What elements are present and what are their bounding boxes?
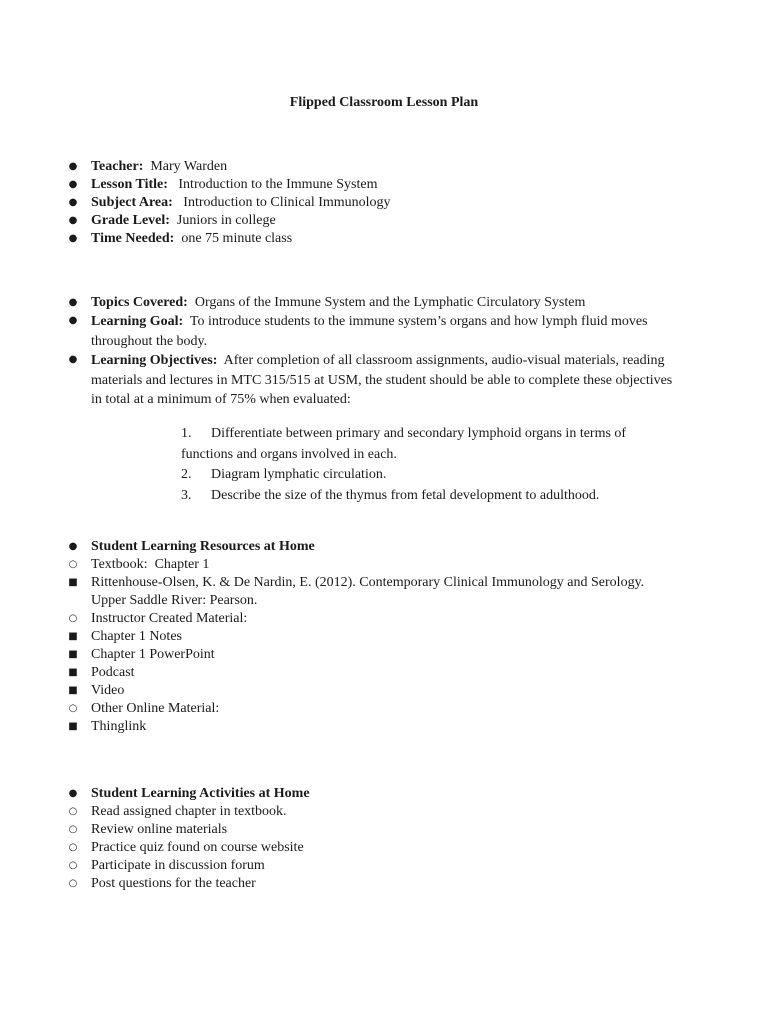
bullet-square-icon: ■ [68,721,78,732]
resource-item [66,610,686,628]
info-value: Introduction to Clinical Immunology [172,195,391,210]
activity-text: Read assigned chapter in textbook. [91,804,287,819]
bullet-square-icon: ■ [68,577,78,588]
resource-item [66,682,686,700]
resource-text: Textbook: Chapter 1 [91,557,210,572]
resource-item [66,646,686,664]
activity-text: Participate in discussion forum [91,858,265,873]
resource-item [66,574,686,610]
bullet-circle-icon: ○ [68,878,78,889]
lesson-info-list [66,158,686,248]
goal-value: Organs of the Immune System and the Lymphatic Circulatory System [187,295,586,310]
bullet-circle-icon: ○ [68,806,78,817]
activity-text: Practice quiz found on course website [91,840,304,855]
bullet-square-icon: ■ [68,667,78,678]
objective-item [181,465,681,486]
info-value: Juniors in college [169,213,276,228]
activity-item [66,803,686,821]
bullet-circle-icon: ○ [68,703,78,714]
objective-text: Differentiate between primary and secondary lymphoid organs in terms of functions and organs involved in each. [181,426,627,462]
bullet-square-icon: ■ [68,649,78,660]
resource-text: Video [91,683,125,698]
resource-text: Thinglink [91,719,147,734]
page-title: Flipped Classroom Lesson Plan [289,95,479,110]
bullet-circle-icon: ○ [68,613,78,624]
activity-text: Post questions for the teacher [91,876,256,891]
bullet-circle-icon: ○ [68,860,78,871]
objective-number: 3. [181,487,192,503]
info-label: Subject Area: [91,195,173,210]
info-value: one 75 minute class [174,231,293,246]
goal-value: To introduce students to the immune system’s organs and how lymph fluid moves throughout the body. [91,314,652,349]
resource-item [66,628,686,646]
resources-list [66,538,686,736]
objective-number: 2. [181,467,192,482]
activities-list [66,785,686,893]
bullet-disc-icon: ● [68,541,78,552]
activities-heading [66,785,686,803]
goal-item-topics [66,294,686,312]
activity-item [66,857,686,875]
resource-item [66,556,686,574]
activity-text: Review online materials [91,822,228,837]
objective-text: Diagram lymphatic circulation. [211,467,387,482]
resources-heading [66,538,686,556]
info-item-time-needed [66,230,686,248]
info-item-subject-area [66,194,686,212]
bullet-disc-icon: ● [68,161,78,172]
info-item-teacher [66,158,686,176]
section-heading: Student Learning Resources at Home [91,539,315,554]
objective-text: Describe the size of the thymus from fetal development to adulthood. [211,487,600,503]
bullet-disc-icon: ● [68,297,78,308]
bullet-circle-icon: ○ [68,824,78,835]
objective-item [181,424,681,465]
goal-label: Topics Covered: [91,295,188,310]
bullet-circle-icon: ○ [68,559,78,570]
info-item-grade-level [66,212,686,230]
bullet-circle-icon: ○ [68,842,78,853]
goal-label: Learning Objectives: [91,353,218,368]
bullet-disc-icon: ● [68,315,78,326]
resource-text: Rittenhouse-Olsen, K. & De Nardin, E. (2012). Contemporary Clinical Immunology and Serology. Upper Saddle River: Pearson. [91,575,652,608]
bullet-square-icon: ■ [68,631,78,642]
bullet-disc-icon: ● [68,354,78,365]
info-item-lesson-title [66,176,686,194]
bullet-disc-icon: ● [68,197,78,208]
bullet-square-icon: ■ [68,685,78,696]
activity-item [66,821,686,839]
bullet-disc-icon: ● [68,788,78,799]
bullet-disc-icon: ● [68,215,78,226]
info-label: Teacher: [91,159,144,174]
info-label: Lesson Title: [91,177,168,192]
resource-text: Podcast [91,665,135,680]
lesson-goals-list [66,294,686,410]
resource-text: Other Online Material: [91,701,220,716]
activity-item [66,875,686,893]
resource-text: Chapter 1 PowerPoint [91,647,215,662]
objective-number: 1. [181,426,192,441]
info-label: Grade Level: [91,213,170,228]
info-value: Introduction to the Immune System [167,177,378,192]
goal-item-learning-goal [66,312,686,351]
objective-item [181,486,681,507]
activity-item [66,839,686,857]
goal-value: After completion of all classroom assignments, audio-visual materials, reading materials and lectures in MTC 315/515 at USM, the student should be able to complete these objectives in total at a minimum of 75% when evaluated: [91,353,676,407]
info-label: Time Needed: [91,231,175,246]
info-value: Mary Warden [143,159,228,174]
section-heading: Student Learning Activities at Home [91,786,310,801]
goal-label: Learning Goal: [91,314,184,329]
objectives-list [181,424,681,506]
bullet-disc-icon: ● [68,179,78,190]
goal-item-learning-objectives [66,351,686,410]
resource-item [66,664,686,682]
resource-text: Chapter 1 Notes [91,629,182,644]
bullet-disc-icon: ● [68,233,78,244]
resource-item [66,718,686,736]
resource-item [66,700,686,718]
resource-text: Instructor Created Material: [91,611,248,626]
